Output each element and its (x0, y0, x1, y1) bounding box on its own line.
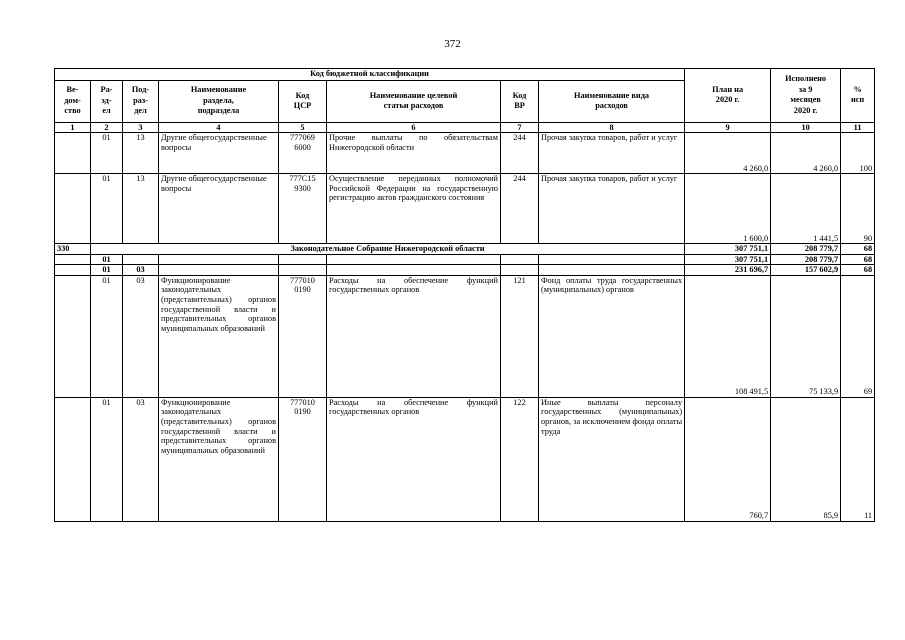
cell-exec: 85,9 (771, 397, 841, 521)
table-row (55, 397, 875, 521)
cell-ved (55, 133, 91, 174)
header-name-target: Наименование целевой статьи расходов (327, 80, 501, 122)
section-ved: 330 (55, 244, 91, 255)
header-csr: Код ЦСР (279, 80, 327, 122)
header-plan: План на 2020 г. (685, 69, 771, 123)
cell-vr: 244 (501, 174, 539, 244)
empty-cell (327, 265, 501, 276)
cell-name-target: Прочие выплаты по обязательствам Нижегородской области (327, 133, 501, 174)
cell-name-razdel: Другие общегосударственные вопросы (159, 133, 279, 174)
razdel-plan: 307 751,1 (685, 254, 771, 265)
header-podrazdel: Под- раз- дел (123, 80, 159, 122)
cell-name-razdel: Функционирование законодательных (представительных) органов государственной власти и представительных органов муниципальных образований (159, 397, 279, 521)
cell-exec: 75 133,9 (771, 275, 841, 397)
empty-cell (539, 265, 685, 276)
cell-exec: 4 260,0 (771, 133, 841, 174)
column-number-row (55, 122, 875, 133)
column-number: 7 (501, 122, 539, 133)
empty-cell (279, 265, 327, 276)
column-number: 8 (539, 122, 685, 133)
header-pct: % исп (841, 69, 875, 123)
empty-cell (501, 265, 539, 276)
cell-name-vr: Иные выплаты персоналу государственных (муниципальных) органов, за исключением фонда оплаты труда (539, 397, 685, 521)
cell-pct: 100 (841, 133, 875, 174)
cell-csr: 777010 0190 (279, 275, 327, 397)
cell-podrazdel: 03 (123, 275, 159, 397)
cell-podrazdel: 13 (123, 133, 159, 174)
cell-pct: 11 (841, 397, 875, 521)
column-number: 4 (159, 122, 279, 133)
column-number: 6 (327, 122, 501, 133)
section-exec: 208 779,7 (771, 244, 841, 255)
cell-name-razdel: Другие общегосударственные вопросы (159, 174, 279, 244)
cell-name-target: Расходы на обеспечение функций государственных органов (327, 397, 501, 521)
header-razdel: Ра- зд- ел (91, 80, 123, 122)
empty-cell (159, 265, 279, 276)
cell-pct: 69 (841, 275, 875, 397)
column-number: 3 (123, 122, 159, 133)
cell-csr: 777С15 9300 (279, 174, 327, 244)
cell-name-target: Осуществление переданных полномочий Российской Федерации на государственную регистрацию актов гражданского состояния (327, 174, 501, 244)
cell-plan: 1 600,0 (685, 174, 771, 244)
cell-vr: 244 (501, 133, 539, 174)
cell-podrazdel: 03 (123, 397, 159, 521)
cell-razdel: 01 (91, 133, 123, 174)
podrazdel-exec: 157 602,9 (771, 265, 841, 276)
cell-podrazdel: 13 (123, 174, 159, 244)
column-number: 9 (685, 122, 771, 133)
budget-table (54, 68, 875, 522)
podrazdel-code: 03 (123, 265, 159, 276)
cell-ved (55, 397, 91, 521)
podrazdel-razdel-code: 01 (91, 265, 123, 276)
empty-cell (501, 254, 539, 265)
cell-plan: 4 260,0 (685, 133, 771, 174)
table-row (55, 174, 875, 244)
header-exec: Исполнено за 9 месяцев 2020 г. (771, 69, 841, 123)
empty-cell (123, 254, 159, 265)
cell-ved (55, 275, 91, 397)
cell-name-vr: Прочая закупка товаров, работ и услуг (539, 133, 685, 174)
empty-cell (159, 254, 279, 265)
header-name-razdel: Наименование раздела, подраздела (159, 80, 279, 122)
header-group-row (55, 69, 875, 81)
cell-name-razdel: Функционирование законодательных (представительных) органов государственной власти и представительных органов муниципальных образований (159, 275, 279, 397)
section-title: Законодательное Собрание Нижегородской области (91, 244, 685, 255)
column-number: 2 (91, 122, 123, 133)
cell-csr: 777069 6000 (279, 133, 327, 174)
cell-razdel: 01 (91, 174, 123, 244)
header-name-vr: Наименование вида расходов (539, 80, 685, 122)
column-number: 11 (841, 122, 875, 133)
razdel-row (55, 254, 875, 265)
empty-cell (55, 265, 91, 276)
cell-plan: 108 491,5 (685, 275, 771, 397)
column-number: 5 (279, 122, 327, 133)
section-pct: 68 (841, 244, 875, 255)
table-row (55, 133, 875, 174)
cell-name-vr: Фонд оплаты труда государственных (муниципальных) органов (539, 275, 685, 397)
razdel-pct: 68 (841, 254, 875, 265)
empty-cell (279, 254, 327, 265)
column-number: 1 (55, 122, 91, 133)
table-row (55, 275, 875, 397)
cell-csr: 777010 0190 (279, 397, 327, 521)
header-ved: Ве- дом- ство (55, 80, 91, 122)
podrazdel-plan: 231 696,7 (685, 265, 771, 276)
cell-name-target: Расходы на обеспечение функций государственных органов (327, 275, 501, 397)
razdel-exec: 208 779,7 (771, 254, 841, 265)
section-row (55, 244, 875, 255)
empty-cell (327, 254, 501, 265)
header-vr: Код ВР (501, 80, 539, 122)
empty-cell (539, 254, 685, 265)
section-plan: 307 751,1 (685, 244, 771, 255)
page-number: 372 (444, 38, 461, 50)
cell-ved (55, 174, 91, 244)
cell-razdel: 01 (91, 397, 123, 521)
cell-plan: 760,7 (685, 397, 771, 521)
cell-pct: 90 (841, 174, 875, 244)
razdel-code: 01 (91, 254, 123, 265)
cell-vr: 121 (501, 275, 539, 397)
cell-exec: 1 441,5 (771, 174, 841, 244)
cell-razdel: 01 (91, 275, 123, 397)
cell-vr: 122 (501, 397, 539, 521)
column-number: 10 (771, 122, 841, 133)
cell-name-vr: Прочая закупка товаров, работ и услуг (539, 174, 685, 244)
empty-cell (55, 254, 91, 265)
header-group-title: Код бюджетной классификации (55, 69, 685, 81)
podrazdel-row (55, 265, 875, 276)
podrazdel-pct: 68 (841, 265, 875, 276)
